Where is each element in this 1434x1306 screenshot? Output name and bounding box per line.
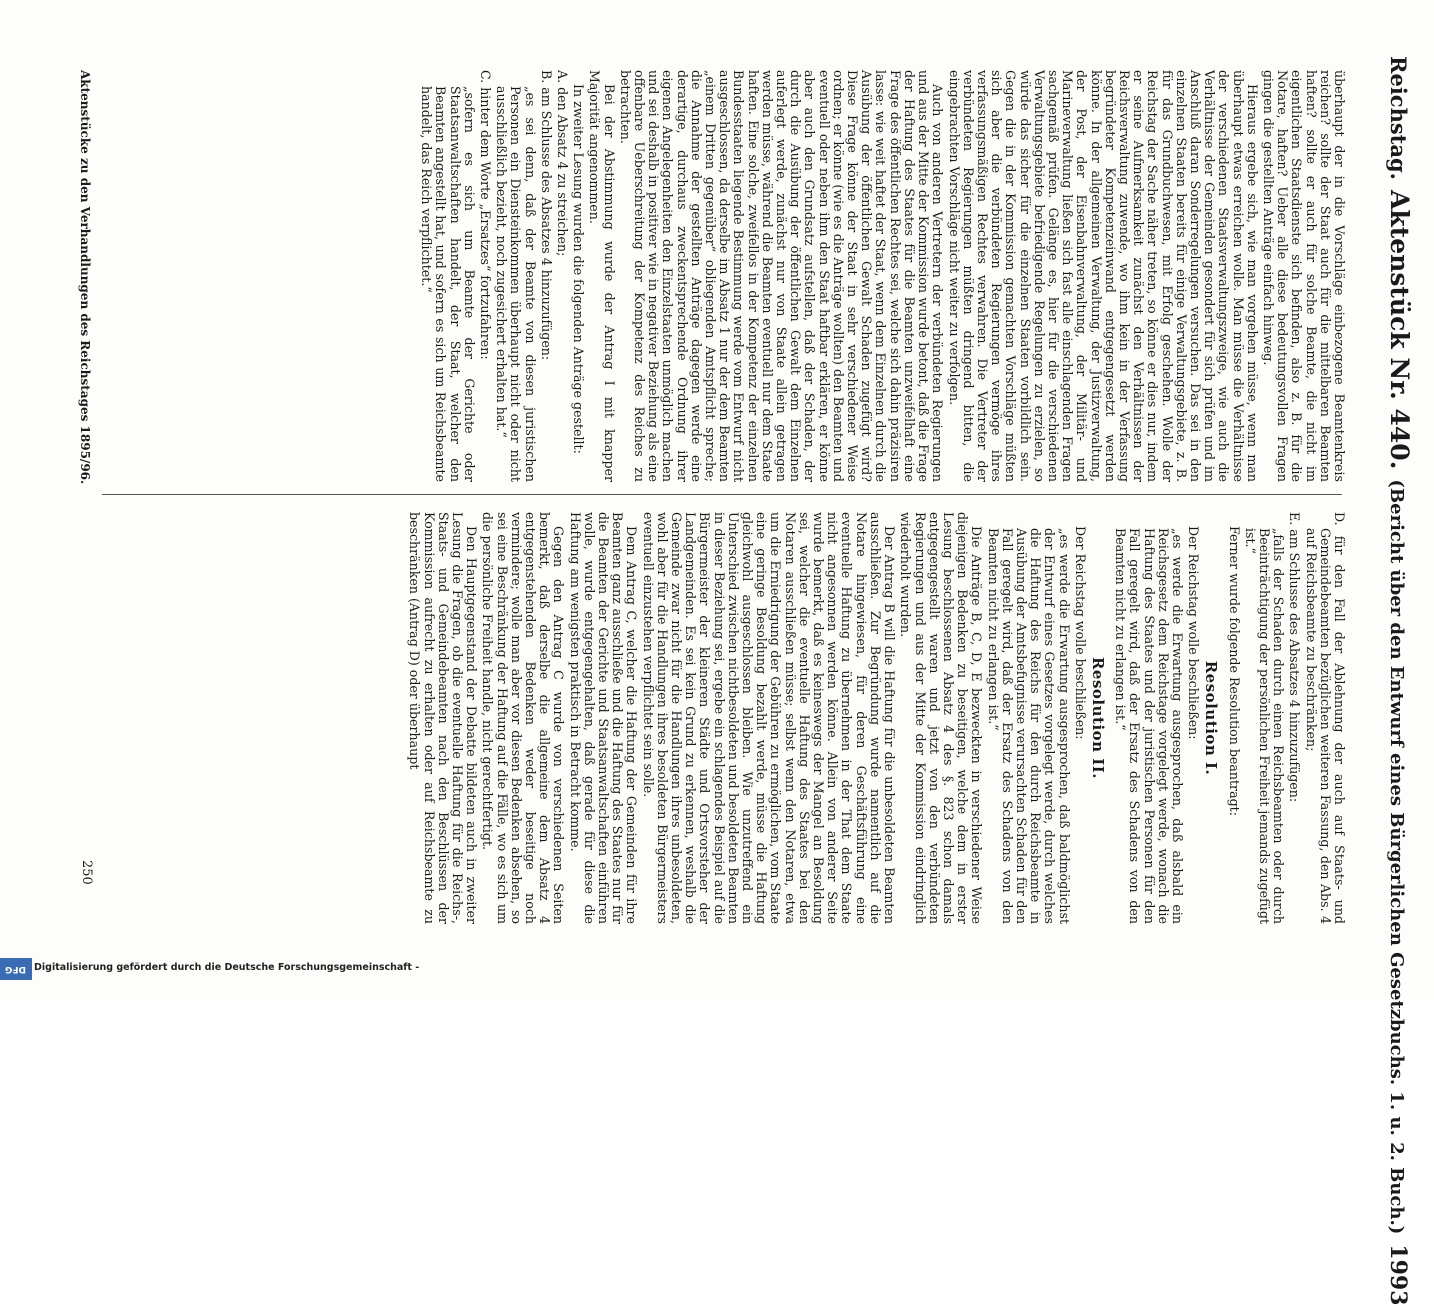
header-reichstag: Reichstag. [1386, 56, 1411, 180]
digitization-note: Digitalisierung gefördert durch die Deutsche Forschungsgemeinschaft - [34, 962, 420, 973]
dfg-logo-icon: DFG [0, 958, 32, 980]
paragraph: Der Reichstag wolle beschließen: [1186, 526, 1202, 740]
list-item: D. für den Fall der Ablehnung der auch auf Staats- und Gemeindebeamten bezüglichen weiteren Fassung, den Abs. 4 auf Reichsbeamte zu beschränken; [1303, 512, 1347, 924]
page-header [1374, 56, 1414, 1306]
right-column [405, 512, 1346, 924]
list-item: C. hinter dem Worte „Ersatzes“ fortzufahren: [478, 70, 494, 360]
paragraph: Hieraus ergebe sich, wie man vorgehen müsse, wenn man überhaupt etwas erreichen wolle. Man müsse die Verhältnisse der verschiedenen Staatsverwaltungszweige, wie auch die Verhältnisse der Gemeinden gesondert für sich prüfen und im Anschluß daran Sonderregelungen versuchen. Das sei in den einzelnen Staaten bereits für einige Verwaltungsgebiete, z. B. für das Grundbuchwesen, mit Erfolg geschehen. Wolle der Reichstag der Sache näher treten, so könne er dies nur, indem er seine Aufmerksamkeit zunächst den Verhältnissen der Reichsverwaltung zuwende, wo ihm kein in der Verfassung begründeter Kompetenzeinwand entgegengesetzt werden könne. In der allgemeinen Verwaltung, der Justizverwaltung, der Post, der Eisenbahnverwaltung, der Militär- und Marineverwaltung ließen sich fast alle einschlagenden Fragen sachgemäß prüfen. Gelänge es, hier für die verschiedenen Verwaltungsgebiete befriedigende Regelungen zu erzielen, so würde das sicher für die einzelnen Staaten vorbildlich sein. Gegen die in der Kommission gemachten Vorschläge müßten sich aber die verbündeten Regierungen vermöge ihres verfassungsmäßigen Rechtes verwahren. Die Vertreter der verbündeten Regierungen müßten dringend bitten, die eingebrachten Vorschläge nicht weiter zu verfolgen. [946, 70, 1260, 482]
quotation: „es sei denn, daß der Beamte von diesen juristischen Personen ein Diensteinkommen überhaupt nicht oder nicht ausschließlich bezieht, noch zugesichert erhalten hat.“ [494, 86, 538, 482]
page-number: 1993 [1385, 1244, 1411, 1306]
paragraph: überhaupt der in die Vorschläge einbezogene Beamtenkreis reichen? sollte der Staat auch für die mittelbaren Beamten haften? sollte er auch für solche Beamte, die nicht im eigentlichen Staatsdienste sich befinden, also z. B. für die Notare, haften? Ueber alle diese bedeutungsvollen Fragen gingen die gestellten Anträge einfach hinweg. [1260, 70, 1347, 482]
quotation: „es werde die Erwartung ausgesprochen, daß baldmöglichst der Entwurf eines Gesetzes vorgelegt werde, durch welches die Haftung des Reichs für den durch Reichsbeamte in Ausübung der Amtsbefugnisse verursachten Schaden für den Fall geregelt wird, daß der Ersatz des Schadens von den Beamten nicht zu erlangen ist.“ [985, 528, 1072, 924]
column-divider [102, 494, 1342, 495]
paragraph: Dem Antrag C, welcher die Haftung der Gemeinden für ihre Beamten ganz ausschließe und die Haftung des Staates nur für die Beamten der Gerichte und Staatsanwaltschaften einführen wolle, wurde entgegengehalten, daß gerade für diese die Haftung am wenigsten praktisch in Betracht komme. [567, 512, 640, 924]
left-column [417, 70, 1346, 482]
paragraph: Bei der Abstimmung wurde der Antrag I mit knapper Majorität angenommen. [587, 70, 617, 482]
quotation: „falls der Schaden durch einen Reichsbeamten oder durch Beeinträchtigung der persönlichen Freiheit jemands zugefügt ist.“ [1242, 528, 1287, 925]
footer-sheet-number: 250 [79, 860, 94, 885]
paragraph: Den Hauptgegenstand der Debatte bildeten auch in zweiter Lesung die Fragen, ob die eventuelle Haftung für die Reichs-, Staats- und Gemeindebeamten nach den Beschlüssen der Kommission aufrecht zu erhalten oder auf Reichsbeamte zu beschränken (Antrag D) oder überhaupt [407, 512, 480, 924]
paragraph: Ferner wurde folgende Resolution beantragt: [1226, 526, 1242, 816]
footer-source: Aktenstücke zu den Verhandlungen des Reichstages 1895/96. [78, 70, 92, 485]
section-heading: Resolution I. [1202, 660, 1221, 776]
paragraph: In zweiter Lesung wurden die folgenden Anträge gestellt: [571, 84, 587, 454]
paragraph: Gegen den Antrag C wurde von verschiedenen Seiten bemerkt, daß derselbe die allgemeine dem Absatz 4 entgegenstehenden Bedenken weder beseitige noch vermindere; wolle man aber vor diesen Bedenken absehen, so sei eine Beschränkung der Haftung auf die Fälle, wo es sich um die persönliche Freiheit handle, nicht gerechtfertigt. [480, 512, 567, 924]
paragraph: Der Antrag B will die Haftung für die unbesoldeten Beamten ausschließen. Zur Begründung wurde namentlich auf die Notare hingewiesen, für deren Geschäftsführung eine eventuelle Haftung zu übernehmen in der That dem Staate nicht angesonnen werden könne. Allein von anderer Seite wurde bemerkt, daß es keineswegs der Mangel an Besoldung sei, welcher die eventuelle Haftung des Staates bei den Notaren ausschließen müsse; selbst wenn den Notaren, etwa um die Erniedrigung der Gebühren zu ermöglichen, vom Staate eine geringe Besoldung bezahlt werde, müsse die Haftung gleichwohl ausgeschlossen bleiben. Wie unzutreffend ein Unterschied zwischen nichtbesoldeten und besoldeten Beamten in dieser Beziehung sei, ergebe ein schlagendes Beispiel auf die Bürgermeister der kleineren Städte und Ortsvorsteher der Landgemeinden. Es sei kein Grund zu erkennen, weshalb die Gemeinde zwar nicht für die Handlungen ihres unbesoldeten, wohl aber für die Handlungen ihres besoldeten Bürgermeisters eventuell einzustehen verpflichtet sein solle. [640, 512, 898, 924]
section-heading: Resolution II. [1088, 656, 1107, 780]
digitization-sidebar [4, 950, 1424, 986]
quotation: „sofern es sich um Beamte der Gerichte oder Staatsanwaltschaften handelt, der Staat, welcher den Beamten angestellt hat, und sofern es sich um Reichsbeamte handelt, das Reich verpflichtet.“ [419, 86, 477, 482]
paragraph: Die Anträge B, C, D, E bezweckten in verschiedener Weise diejenigen Bedenken zu beseitigen, welche dem in erster Lesung beschlossenen Absatz 4 des §. 823 schon damals entgegengestellt waren und jetzt von den verbündeten Regierungen und aus der Mitte der Kommission eindringlich wiederholt wurden. [898, 512, 985, 924]
quotation: „es werde die Erwartung ausgesprochen, daß alsbald ein Reichsgesetz dem Reichstage vorgelegt werde, wonach die Haftung des Staates und der juristischen Personen für den Fall geregelt wird, daß der Ersatz des Schadens von den Beamten nicht zu erlangen ist.“ [1113, 528, 1185, 924]
list-item: B. am Schlusse des Absatzes 4 hinzuzufügen: [538, 70, 554, 361]
header-doc-number: Aktenstück Nr. 440. [1385, 189, 1414, 470]
header-title: (Bericht über den Entwurf eines Bürgerlichen Gesetzbuchs. 1. u. 2. Buch.) [1386, 479, 1407, 1235]
paragraph: Auch von anderen Vertretern der verbündeten Regierungen und aus der Mitte der Kommission wurde betont, daß die Frage der Haftung des Staates für die Beamten unzweifelhaft eine Frage des öffentlichen Rechtes sei, welche sich dahin präzisiren lasse: wie weit haftet der Staat, wenn dem Einzelnen durch die Ausübung der öffentlichen Gewalt Schaden zugefügt wird? Diese Frage könne der Staat in sehr verschiedener Weise ordnen; er könne (wie es die Anträge wollten) den Beamten und eventuell oder neben ihm den Staat haftbar erklären, er könne aber auch den Grundsatz aufstellen, daß der Schaden, der durch die Ausübung der öffentlichen Gewalt dem Einzelnen auferlegt werde, zunächst nur von Staate allein getragen werden müsse, während die Beamten eventuell nur dem Staate haften. Eine solche, zweifellos in der Kompetenz der einzelnen Bundesstaaten liegende Bestimmung werde vom Entwurf nicht ausgeschlossen, da derselbe im Absatz 1 nur der dem Beamten „einem Dritten gegenüber“ obliegenden Amtspflicht spreche; die Annahme der gestellten Anträge dagegen werde eine derartige, durchaus zweckentsprechende Ordnung ihrer eigenen Angelegenheiten den Einzelstaaten unmöglich machen und sei deshalb in positiver wie in negativer Beziehung als eine offenbare Ueberschreitung der Kompetenz des Reiches zu betrachten. [617, 70, 946, 482]
paragraph: Der Reichstag wolle beschließen: [1072, 526, 1088, 740]
list-item: E. am Schlusse des Absatzes 4 hinzuzufügen: [1287, 512, 1303, 803]
list-item: A. den Absatz 4 zu streichen; [555, 70, 571, 257]
